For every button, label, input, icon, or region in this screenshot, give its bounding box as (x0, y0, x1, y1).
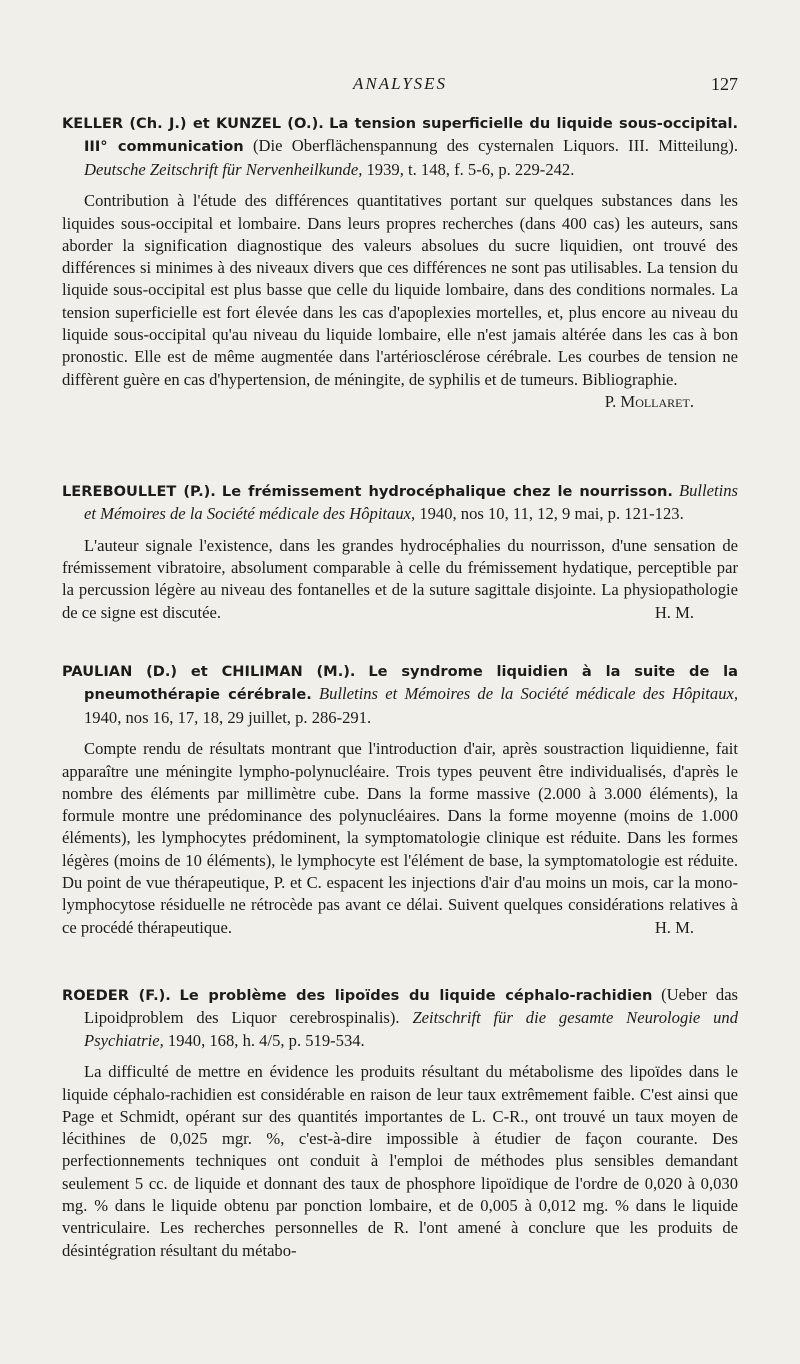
publication-details: 1940, nos 16, 17, 18, 29 juillet, p. 286-291. (84, 707, 372, 727)
page-number: 127 (711, 74, 738, 94)
original-title: (Ueber das Lipoidproblem des Liquor cerebrospinalis). (84, 985, 739, 1028)
authors: KELLER (Ch. J.) et KUNZEL (O.). (62, 115, 324, 132)
reviewer-signature: H. M. (654, 602, 694, 622)
bibliographic-reference (62, 480, 738, 526)
abstract-text (62, 535, 738, 624)
article-title: Le problème des lipoïdes du liquide céphalo-rachidien (179, 987, 653, 1004)
article-title: Le frémissement hydrocéphalique chez le nourrisson. (221, 483, 673, 500)
bibliographic-reference (62, 660, 738, 729)
summary-body: L'auteur signale l'existence, dans les grandes hydrocéphalies du nourrisson, d'une sensation de frémissement vibratoire, absolument comparable à celle du frémissement hydatique, perceptible par la percussion légère au niveau des fontanelles et de la suture sagittale disjointe. La physiopathologie de ce signe est discutée. (62, 535, 738, 622)
running-head: ANALYSES (352, 74, 448, 93)
journal-name: Bulletins et Mémoires de la Société médicale des Hôpitaux, (84, 481, 738, 524)
reviewer-signature: P. Mollaret. (604, 391, 694, 411)
abstract-entry (62, 984, 738, 1262)
original-title: (Die Oberflächenspannung des cysternalen Liquors. III. Mitteilung). (252, 136, 738, 156)
abstract-entry (62, 660, 738, 939)
abstract-text (62, 190, 738, 411)
publication-details: 1940, nos 10, 11, 12, 9 mai, p. 121-123. (419, 504, 684, 524)
authors: PAULIAN (D.) et CHILIMAN (M.). (62, 663, 356, 680)
publication-details: 1939, t. 148, f. 5-6, p. 229-242. (366, 159, 575, 179)
page-header (62, 74, 738, 100)
summary-body: Compte rendu de résultats montrant que l'introduction d'air, après soustraction liquidienne, fait apparaître une méningite lympho-polynucléaire. Trois types peuvent être individualisés, d'après le nombre des éléments par millimètre cube. Dans la forme massive (2.000 à 3.000 éléments), la formule montre une prédominance des polynucléaires. Dans la forme moyenne (moins de 1.000 éléments), les lymphocytes prédominent, la symptomatologie clinique est réduite. Dans les formes légères (moins de 10 éléments), le lymphocyte est l'élément de base, la symptomatologie est réduite. Du point de vue thérapeutique, P. et C. espacent les injections d'air d'au moins un mois, car la mono-lymphocytose résiduelle ne rétrocède pas avant ce délai. Suivent quelques considérations relatives à ce procédé thérapeutique. (62, 739, 738, 937)
journal-name: Zeitschrift für die gesamte Neurologie und Psychiatrie, (84, 1008, 738, 1050)
reviewer-signature: H. M. (654, 917, 694, 937)
summary-body: Contribution à l'étude des différences quantitatives portant sur quelques substances dans les liquides sous-occipital et lombaire. Dans leurs propres recherches (dans 400 cas) les auteurs, sans aborder la signification diagnostique des valeurs absolues du sucre liquidien, ont trouvé des différences si minimes à des niveaux divers que ces différences ne sont pas utilisables. La tension du liquide sous-occipital est plus basse que celle du liquide lombaire, dans des conditions normales. La tension superficielle est fort élevée dans les cas d'apoplexies mortelles, et, plus encore au niveau du liquide sous-occipital qu'au niveau du liquide lombaire, elle n'est jamais altérée dans les cas à bon pronostic. Elle est de même augmentée dans l'artériosclérose cérébrale. Les courbes de tension ne diffèrent guère en cas d'hypertension, de méningite, de syphilis et de tumeurs. Bibliographie. (62, 191, 738, 389)
authors: LEREBOULLET (P.). (62, 483, 216, 500)
article-title: Le syndrome liquidien à la suite de la pneumothérapie cérébrale. (84, 663, 739, 704)
article-title: La tension superficielle du liquide sous-occipital. III° communication (84, 115, 739, 156)
summary-body: La difficulté de mettre en évidence les produits résultant du métabolisme des lipoïdes dans le liquide céphalo-rachidien est considérable en raison de leur taux extrêmement faible. C'est ainsi que Page et Schmidt, opérant sur des quantités importantes de L. C-R., ont trouvé un taux moyen de lécithines de 0,025 mgr. %, c'est-à-dire impossible à étudier de façon courante. Des perfectionnements techniques ont conduit à l'emploi de méthodes plus sensibles demandant seulement 5 cc. de liquide et donnant des taux de phosphore lipoïdique de l'ordre de 0,020 à 0,030 mg. % dans le liquide obtenu par ponction lombaire, et de 0,005 à 0,012 mg. % dans le liquide ventriculaire. Les recherches personnelles de R. l'ont amené à conclure que les produits de désintégration résultant du métabo- (62, 1062, 738, 1260)
abstract-entry (62, 480, 738, 624)
bibliographic-reference (62, 112, 738, 181)
journal-name: Deutsche Zeitschrift für Nervenheilkunde, (84, 159, 363, 179)
journal-name: Bulletins et Mémoires de la Société médicale des Hôpitaux, (319, 684, 739, 704)
publication-details: 1940, 168, h. 4/5, p. 519-534. (167, 1030, 365, 1050)
abstract-text (62, 738, 738, 939)
authors: ROEDER (F.). (62, 987, 171, 1004)
abstract-text (62, 1061, 738, 1262)
abstract-entry (62, 112, 738, 413)
bibliographic-reference (62, 984, 738, 1052)
